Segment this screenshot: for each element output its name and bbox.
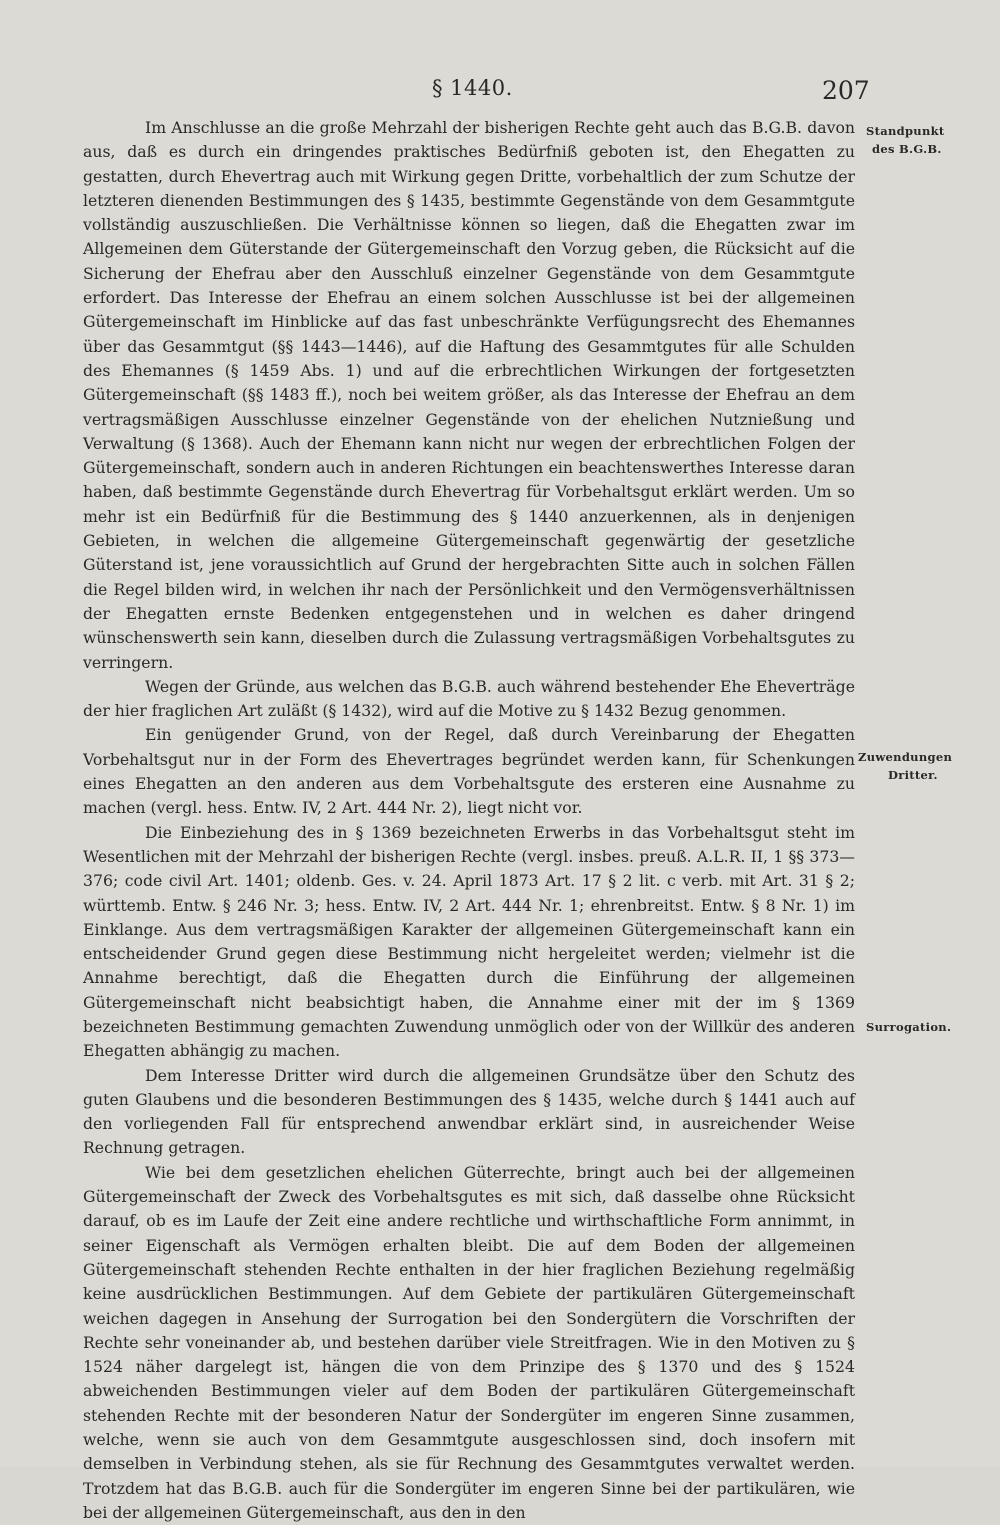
paragraph: Wegen der Gründe, aus welchen das B.G.B. auch während bestehender Ehe Eheverträge der hier fraglichen Art zuläßt (§ 1432), wird auf die Motive zu § 1432 Bezug genommen. [83, 676, 855, 721]
paragraph: Die Einbeziehung des in § 1369 bezeichneten Erwerbs in das Vorbehaltsgut steht im Wesentlichen mit der Mehrzahl der bisherigen Rechte (vergl. insbes. preuß. A.L.R. II, 1 §§ 373—376; code civil Art. 1401; oldenb. Ges. v. 24. April 1873 Art. 17 § 2 lit. c verb. mit Art. 31 § 2; württemb. Entw. § 246 Nr. 3; hess. Entw. IV, 2 Art. 444 Nr. 1; ehrenbreitst. Entw. § 8 Nr. 1) im Einklange. Aus dem vertragsmäßigen Karakter der allgemeinen Gütergemeinschaft kann ein entscheidender Grund gegen diese Bestimmung nicht hergeleitet werden; vielmehr ist die Annahme berechtigt, daß die Ehegatten durch die Einführung der allgemeinen Gütergemeinschaft nicht beabsichtigt haben, die Annahme einer mit der im § 1369 bezeichneten Bestimmung gemachten Zuwendung unmöglich oder von der Willkür des anderen Ehegatten abhängig zu machen. [83, 822, 855, 1061]
margin-note-standpunkt [866, 122, 996, 158]
margin-note-line: Zuwendungen [858, 750, 953, 764]
margin-note-line: Standpunkt [866, 124, 945, 138]
margin-note-zuwendungen [858, 748, 988, 784]
running-header-section: § 1440. [432, 76, 513, 100]
paragraph: Im Anschlusse an die große Mehrzahl der bisherigen Rechte geht auch das B.G.B. davon aus, daß es durch ein dringendes praktisches Bedürfniß geboten ist, den Ehegatten zu gestatten, durch Ehevertrag auch mit Wirkung gegen Dritte, vorbehaltlich der zum Schutze der letzteren dienenden Bestimmungen des § 1435, bestimmte Gegenstände von dem Gesammtgute vollständig auszuschließen. Die Verhältnisse können so liegen, daß die Ehegatten zwar im Allgemeinen dem Güterstande der Gütergemeinschaft den Vorzug geben, die Rücksicht auf die Sicherung der Ehefrau aber den Ausschluß einzelner Gegenstände von dem Gesammtgute erfordert. Das Interesse der Ehefrau an einem solchen Ausschlusse ist bei der allgemeinen Gütergemeinschaft im Hinblicke auf das fast unbeschränkte Verfügungsrecht des Ehemannes über das Gesammtgut (§§ 1443—1446), auf die Haftung des Gesammtgutes für alle Schulden des Ehemannes (§ 1459 Abs. 1) und auf die erbrechtlichen Wirkungen der fortgesetzten Gütergemeinschaft (§§ 1483 ff.), noch bei weitem größer, als das Interesse der Ehefrau an dem vertragsmäßigen Ausschlusse einzelner Gegenstände von der ehelichen Nutznießung und Verwaltung (§ 1368). Auch der Ehemann kann nicht nur wegen der erbrechtlichen Folgen der Gütergemeinschaft, sondern auch in anderen Richtungen ein beachtenswerthes Interesse daran haben, daß bestimmte Gegenstände durch Ehevertrag für Vorbehaltsgut erklärt werden. Um so mehr ist ein Bedürfniß für die Bestimmung des § 1440 anzuerkennen, als in denjenigen Gebieten, in welchen die allgemeine Gütergemeinschaft gegenwärtig der gesetzliche Güterstand ist, jene voraussichtlich auf Grund der hergebrachten Sitte auch in solchen Fällen die Regel bilden wird, in welchen ihr nach der Persönlichkeit und den Vermögensverhältnissen der Ehegatten ernste Bedenken entgegenstehen und in welchen es daher dringend wünschenswerth sein kann, dieselben durch die Zulassung vertragsmäßigen Vorbehaltsgutes zu verringern. [83, 118, 855, 672]
paragraph: Dem Interesse Dritter wird durch die allgemeinen Grundsätze über den Schutz des guten Glaubens und die besonderen Bestimmungen des § 1435, welche durch § 1441 auch auf den vorliegenden Fall für entsprechend anwendbar erklärt sind, in ausreichender Weise Rechnung getragen. [83, 1065, 855, 1158]
paragraph: Ein genügender Grund, von der Regel, daß durch Vereinbarung der Ehegatten Vorbehaltsgut nur in der Form des Ehevertrages begründet werden kann, für Schenkungen eines Ehegatten an den anderen aus dem Vorbehaltsgute des ersteren eine Ausnahme zu machen (vergl. hess. Entw. IV, 2 Art. 444 Nr. 2), liegt nicht vor. [83, 725, 855, 818]
page-number: 207 [822, 76, 870, 105]
paragraph: Wie bei dem gesetzlichen ehelichen Güterrechte, bringt auch bei der allgemeinen Gütergemeinschaft der Zweck des Vorbehaltsgutes es mit sich, daß dasselbe ohne Rücksicht darauf, ob es im Laufe der Zeit eine andere rechtliche und wirthschaftliche Form annimmt, in seiner Eigenschaft als Vermögen erhalten bleibt. Die auf dem Boden der allgemeinen Gütergemeinschaft stehenden Rechte enthalten in der hier fraglichen Beziehung regelmäßig keine ausdrücklichen Bestimmungen. Auf dem Gebiete der partikulären Gütergemeinschaft weichen dagegen in Ansehung der Surrogation bei den Sondergütern die Vorschriften der Rechte sehr voneinander ab, und bestehen darüber viele Streitfragen. Wie in den Motiven zu § 1524 näher dargelegt ist, hängen die von dem Prinzipe des § 1370 und des § 1524 abweichenden Bestimmungen vieler auf dem Boden der partikulären Gütergemeinschaft stehenden Rechte mit der besonderen Natur der Sondergüter im engeren Sinne zusammen, welche, wenn sie auch von dem Gesammtgute ausgeschlossen sind, doch insofern mit demselben in Verbindung stehen, als sie für Rechnung des Gesammtgutes verwaltet werden. Trotzdem hat das B.G.B. auch für die Sondergüter im engeren Sinne bei der partikulären, wie bei der allgemeinen Gütergemeinschaft, aus den in den [83, 1162, 855, 1522]
margin-note-line: Dritter. [888, 768, 938, 782]
margin-note-line: des B.G.B. [872, 142, 942, 156]
margin-note-surrogation [866, 1018, 996, 1036]
body-text [83, 116, 855, 1525]
margin-note-line: Surrogation. [866, 1020, 952, 1034]
